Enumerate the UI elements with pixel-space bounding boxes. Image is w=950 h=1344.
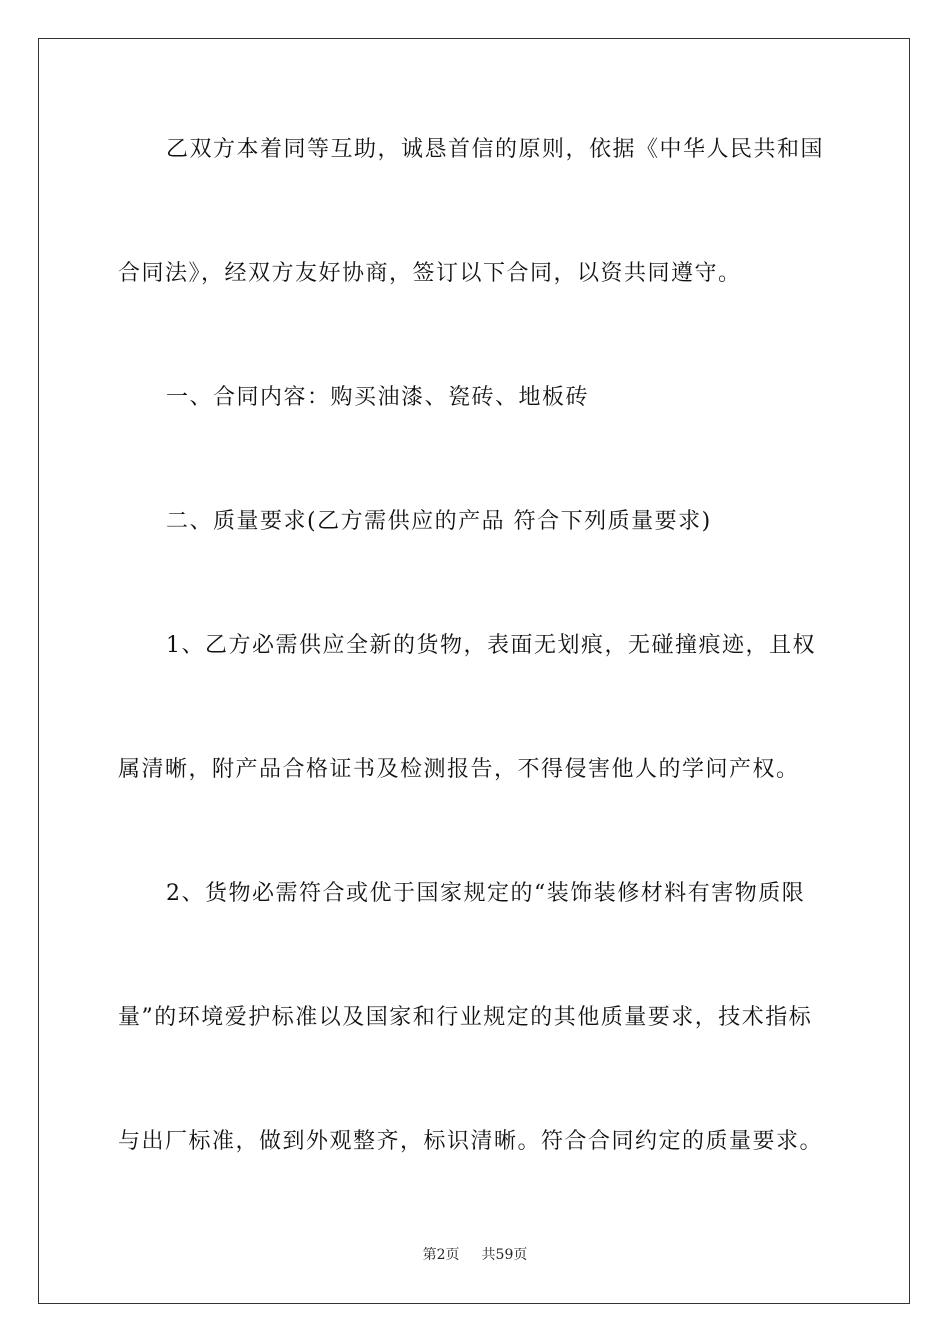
section-heading-quality-requirements: 二、质量要求(乙方需供应的产品 符合下列质量要求) [166,509,712,534]
paragraph-line: 2、货物必需符合或优于国家规定的“装饰装修材料有害物质限 [166,881,806,906]
paragraph-line: 合同法》，经双方友好协商，签订以下合同，以资共同遵守。 [118,261,742,286]
page-total: 共59页 [481,1247,528,1263]
page-number: 第2页 [422,1247,460,1263]
page-footer [0,1245,950,1265]
paragraph-line: 量”的环境爱护标准以及国家和行业规定的其他质量要求，技术指标 [118,1005,813,1030]
paragraph-line: 属清晰，附产品合格证书及检测报告，不得侵害他人的学问产权。 [118,757,800,782]
page-frame [38,38,910,1304]
paragraph-line: 1、乙方必需供应全新的货物，表面无划痕，无碰撞痕迹，且权 [166,633,816,658]
section-heading-contract-content: 一、合同内容：购买油漆、瓷砖、地板砖 [166,385,590,410]
paragraph-line: 与出厂标准，做到外观整齐，标识清晰。符合合同约定的质量要求。 [118,1129,824,1154]
paragraph-line: 乙双方本着同等互助，诚恳首信的原则，依据《中华人民共和国 [166,137,825,162]
